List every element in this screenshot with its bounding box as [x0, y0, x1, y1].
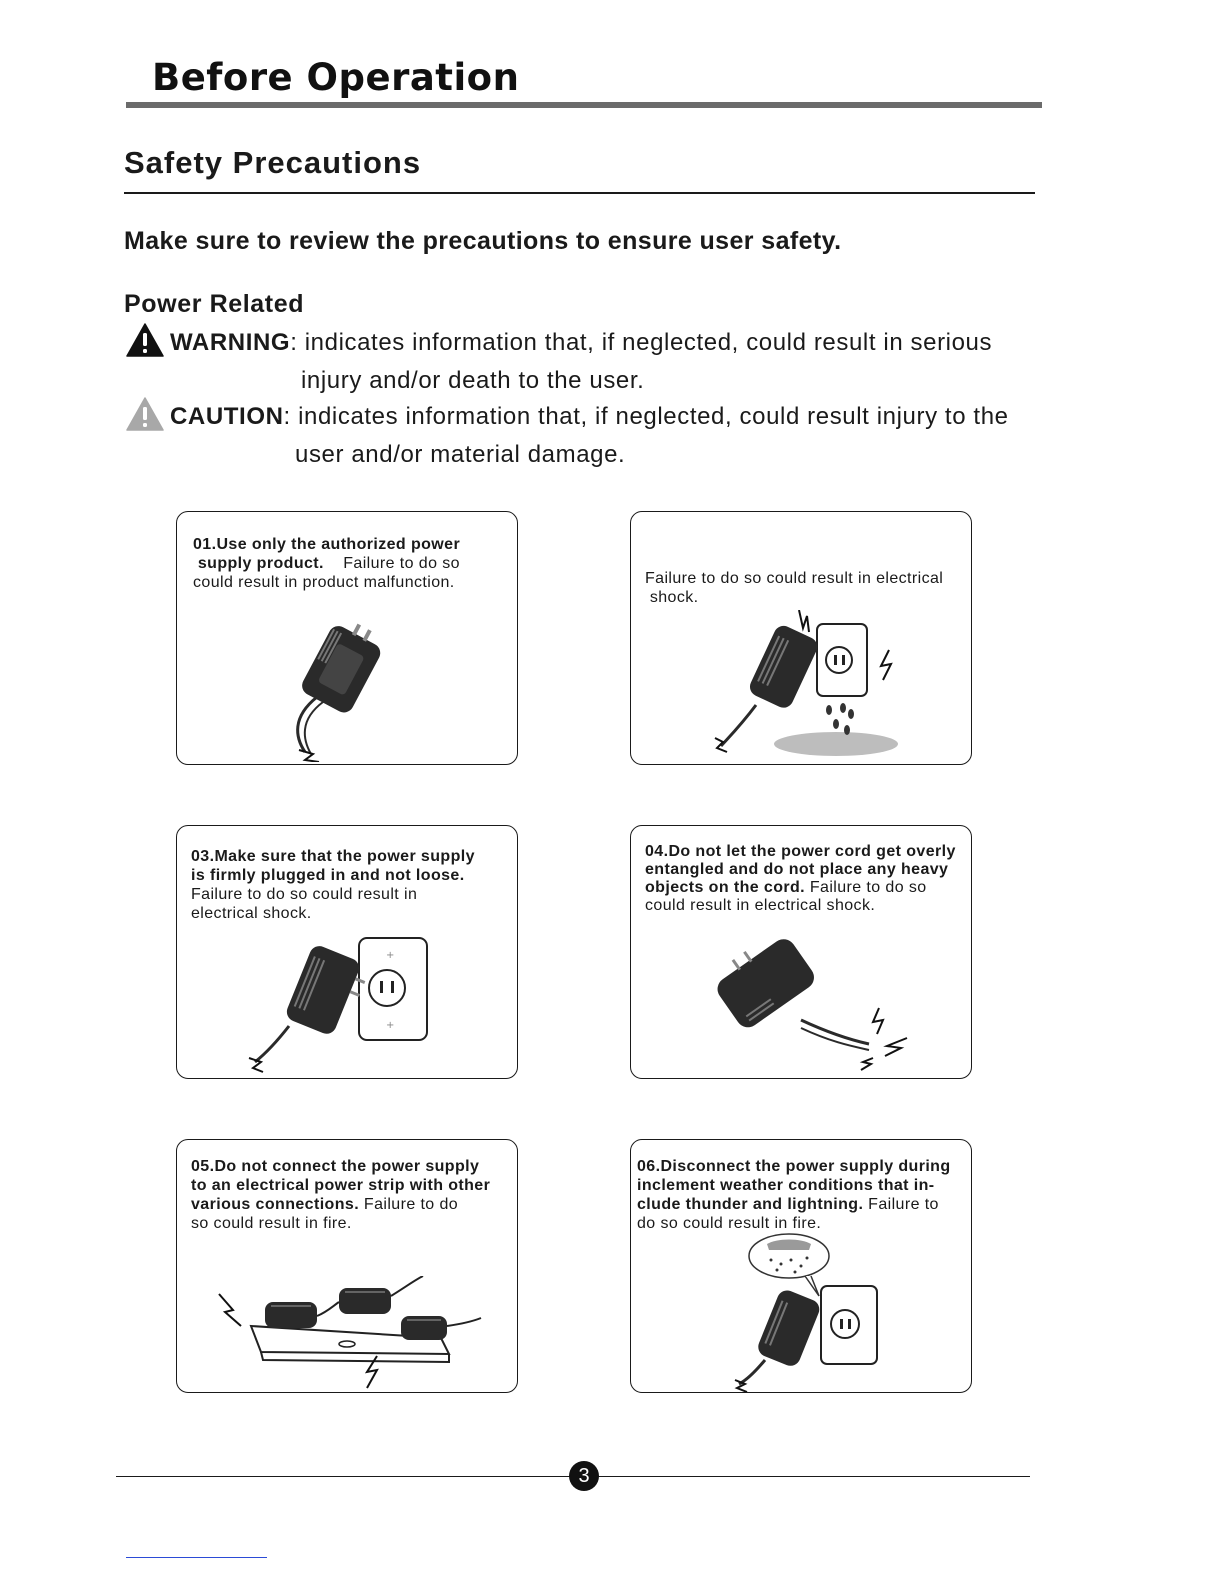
- card-06-bold-1: 06.Disconnect the power supply during: [637, 1158, 951, 1175]
- power-strip-illustration: [211, 1276, 491, 1390]
- warning-triangle-icon: [126, 323, 164, 357]
- warning-separator: :: [290, 329, 298, 356]
- card-02-normal-2: shock.: [649, 589, 699, 606]
- warning-line-1: [170, 329, 992, 357]
- card-06-text: [637, 1157, 951, 1233]
- svg-text:+: +: [386, 950, 395, 961]
- plugged-outlet-illustration: [247, 934, 447, 1074]
- caution-label: CAUTION: [170, 403, 284, 430]
- power-adapter-icon: [277, 622, 417, 762]
- card-05-bold-1: 05.Do not connect the power supply: [191, 1158, 480, 1175]
- card-05-text: [191, 1157, 490, 1233]
- warning-text-2: injury and/or death to the user.: [301, 367, 645, 394]
- caution-text-1: indicates information that, if neglected, could result injury to the: [290, 403, 1009, 430]
- card-01-normal-2: Failure to do so: [343, 555, 460, 572]
- card-06-bold-3: clude thunder and lightning.: [637, 1196, 864, 1213]
- wet-outlet-illustration: [711, 610, 911, 760]
- precaution-card-03: [176, 825, 518, 1079]
- precaution-card-04: [630, 825, 972, 1079]
- card-03-normal-3: Failure to do so could result in: [191, 886, 418, 903]
- card-02-text: [645, 569, 943, 607]
- card-05-bold-3: various connections.: [191, 1196, 360, 1213]
- page-number-badge: 3: [569, 1461, 599, 1491]
- card-03-text: [191, 847, 475, 923]
- caution-text-2: user and/or material damage.: [295, 441, 626, 468]
- storm-outlet-illustration: [731, 1232, 901, 1392]
- card-04-normal-4: could result in electrical shock.: [645, 897, 876, 914]
- bottom-link-underline: [126, 1557, 267, 1558]
- card-04-bold-2: entangled and do not place any heavy: [645, 861, 949, 878]
- precaution-card-02: [630, 511, 972, 765]
- intro-text: Make sure to review the precautions to ensure user safety.: [124, 227, 842, 255]
- card-01-bold-1: 01.Use only the authorized power: [193, 536, 461, 553]
- section-title: Safety Precautions: [124, 145, 422, 180]
- card-02-normal-1: Failure to do so could result in electrical: [645, 570, 944, 587]
- card-04-text: [645, 843, 956, 915]
- caution-separator: :: [283, 403, 291, 430]
- precaution-card-05: [176, 1139, 518, 1393]
- card-05-bold-2: to an electrical power strip with other: [191, 1177, 491, 1194]
- card-06-bold-2: inclement weather conditions that in-: [637, 1177, 935, 1194]
- card-01-text: [193, 535, 460, 592]
- card-04-bold-1: 04.Do not let the power cord get overly: [645, 843, 956, 860]
- card-05-normal-4: so could result in fire.: [191, 1215, 352, 1232]
- card-03-bold-2: is firmly plugged in and not loose.: [191, 867, 465, 884]
- card-03-normal-4: electrical shock.: [191, 905, 312, 922]
- warning-label: WARNING: [170, 329, 291, 356]
- card-05-normal-3: Failure to do: [363, 1196, 459, 1213]
- card-04-normal-3: Failure to do so: [809, 879, 927, 896]
- caution-line-1: [170, 403, 1009, 431]
- section-rule: [124, 192, 1035, 194]
- card-03-bold-1: 03.Make sure that the power supply: [191, 848, 475, 865]
- title-rule: [126, 102, 1042, 108]
- svg-text:+: +: [386, 1020, 395, 1031]
- subsection-title: Power Related: [124, 290, 305, 318]
- warning-text-1: indicates information that, if neglected, could result in serious: [297, 329, 993, 356]
- card-01-normal-3: could result in product malfunction.: [193, 574, 455, 591]
- card-06-normal-4: do so could result in fire.: [637, 1215, 822, 1232]
- caution-triangle-icon: [126, 397, 164, 431]
- damaged-cord-illustration: [701, 922, 921, 1072]
- precaution-card-06: [630, 1139, 972, 1393]
- card-06-normal-3: Failure to: [868, 1196, 939, 1213]
- page-title: Before Operation: [152, 56, 520, 99]
- precaution-card-01: [176, 511, 518, 765]
- card-01-bold-2: supply product.: [197, 555, 324, 572]
- card-04-bold-3: objects on the cord.: [645, 879, 806, 896]
